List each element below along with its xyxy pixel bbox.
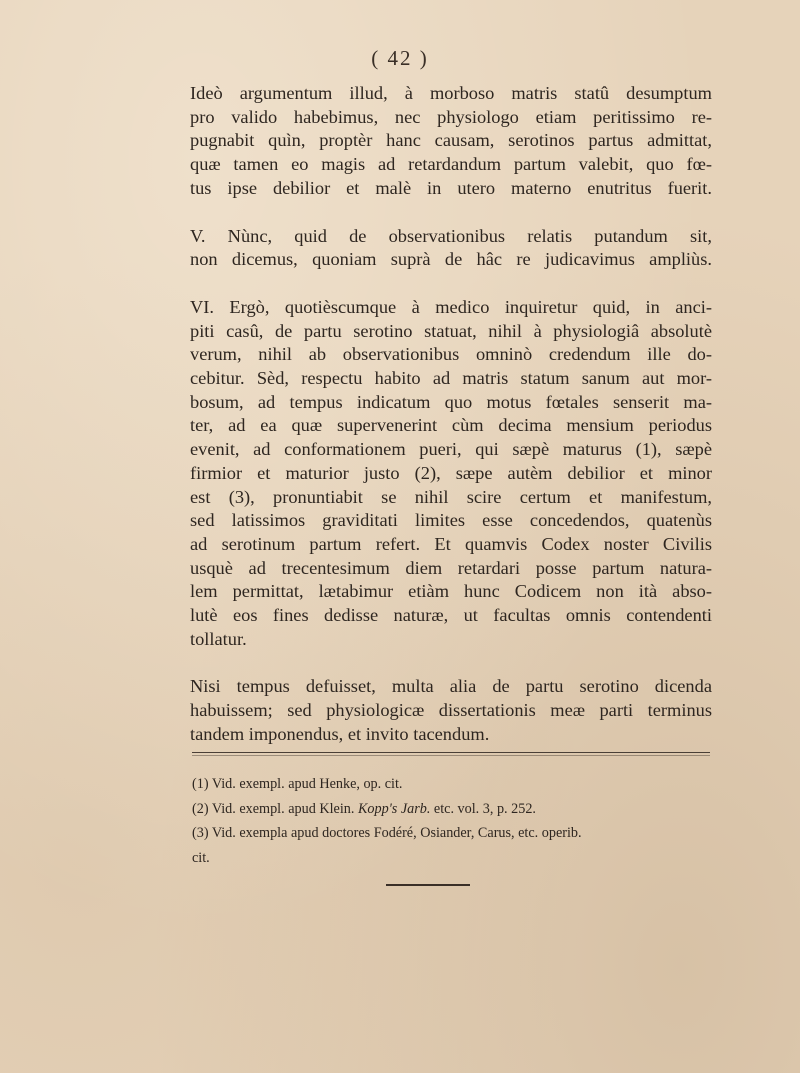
text-line: lutè eos fines dedisse naturæ, ut facultas omnis contendenti [190,605,712,626]
footnote-2 [192,797,714,822]
text-line: habuissem; sed physiologicæ dissertationis meæ parti terminus [190,700,712,721]
text-line: V. Nùnc, quid de observationibus relatis putandum sit, [190,225,712,246]
text-line: verum, nihil ab observationibus omninò credendum ille do- [190,344,712,365]
footnote-marker: (3) [192,825,209,841]
paragraph-1 [190,82,712,201]
main-text [190,82,712,747]
text-line: Ideò argumentum illud, à morboso matris statû desumptum [190,83,712,103]
text-line: piti casû, de partu serotino statuat, nihil à physiologiâ absolutè [190,320,712,341]
text-line: pro valido habebimus, nec physiologo etiam peritissimo re- [190,106,712,127]
text-line: tus ipse debilior et malè in utero materno enutritus fuerit. [190,177,712,198]
text-line: tollatur. [190,628,247,649]
end-ornament-rule [386,884,470,886]
footnote-1 [192,772,714,797]
text-line: Nisi tempus defuisset, multa alia de partu serotino dicenda [190,676,712,697]
footnote-marker: (1) [192,776,209,792]
page-number: ( 42 ) [371,46,429,70]
text-line: tandem imponendus, et invito tacendum. [190,723,490,744]
text-line: evenit, ad conformationem pueri, qui sæpè maturus (1), sæpè [190,439,712,460]
text-line: lem permittat, lætabimur etiàm hunc Codicem non ità abso- [190,581,712,602]
text-line: ter, ad ea quæ supervenerint cùm decima mensium periodus [190,415,712,436]
text-line: usquè ad trecentesimum diem retardari posse partum natura- [190,557,712,578]
paragraph-3 [190,296,712,652]
footnote-text: Vid. exempla apud doctores Fodéré, Osiander, Carus, etc. operib. [211,825,582,841]
text-line: est (3), pronuntiabit se nihil scire certum et manifestum, [190,486,712,507]
footnote-text: Vid. exempl. apud Klein. [211,800,355,817]
text-line: quæ tamen eo magis ad retardandum partum valebit, quo fœ- [190,154,712,175]
footnote-separator-shadow [192,755,710,756]
footnote-3 [192,821,714,846]
footnotes [192,772,714,870]
text-line: VI. Ergò, quotièscumque à medico inquiretur quid, in anci- [190,296,712,317]
paragraph-2 [190,225,712,272]
text-line: non dicemus, quoniam suprà de hâc re judicavimus ampliùs. [190,249,712,270]
footnote-text: etc. vol. 3, p. 252. [433,800,536,817]
footnote-separator [192,752,710,753]
footnote-text: Vid. exempl. apud Henke, op. cit. [211,776,403,792]
text-line: firmior et maturior justo (2), sæpe autèm debilior et minor [190,462,712,483]
footnote-journal-title: Kopp's Jarb. [357,800,431,817]
text-line: ad serotinum partum refert. Et quamvis Codex noster Civilis [190,533,712,554]
text-line: cebitur. Sèd, respectu habito ad matris statum sanum aut mor- [190,368,712,389]
text-line: sed latissimos graviditati limites esse concedendos, quatenùs [190,510,712,531]
footnote-marker: (2) [192,800,209,817]
paragraph-4 [190,675,712,746]
footnote-continuation: cit. [192,849,210,866]
text-line: bosum, ad tempus indicatum quo motus fœtales senserit ma- [190,391,712,412]
text-line: pugnabit quìn, proptèr hanc causam, serotinos partus admittat, [190,130,712,151]
